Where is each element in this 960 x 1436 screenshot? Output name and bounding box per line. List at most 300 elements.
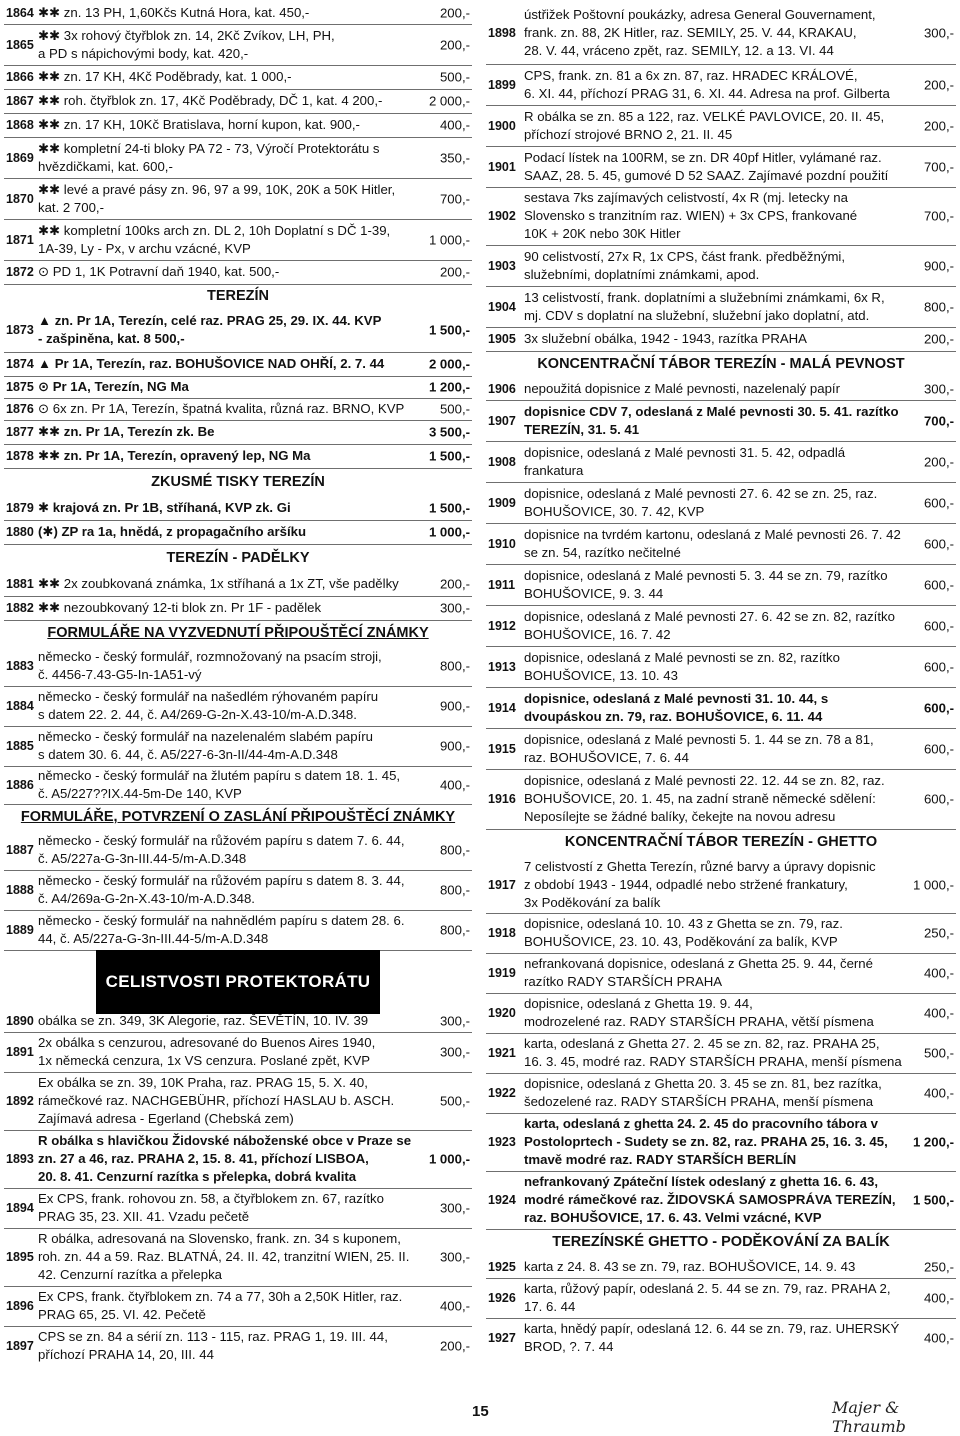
lot-number: 1907 xyxy=(488,413,516,428)
lot-row xyxy=(486,993,956,1034)
lot-description xyxy=(524,400,899,441)
lot-description-line: dopisnice, odeslaná z Malé pevnosti 27. 6. 42 se zn. 82, razítko xyxy=(524,608,895,624)
lot-description-line: 2x obálka s cenzurou, adresované do Buenos Aires 1940, xyxy=(38,1035,376,1050)
lot-number: 1920 xyxy=(488,1006,516,1020)
lot-description-line: dvoupáskou zn. 79, raz. BOHUŠOVICE, 6. 11. 44 xyxy=(524,708,823,724)
lot-description xyxy=(524,953,892,993)
lot-description xyxy=(524,245,892,286)
section-heading-text: FORMULÁŘE NA VYZVEDNUTÍ PŘIPOUŠTĚCÍ ZNÁMKY xyxy=(47,625,429,641)
lot-number: 1903 xyxy=(488,258,516,273)
lot-description-line: BOHUŠOVICE, 30. 7. 42, KVP xyxy=(524,503,705,519)
lot-description xyxy=(524,1113,892,1171)
section-heading xyxy=(4,544,472,572)
lot-description xyxy=(524,687,892,728)
lot-row xyxy=(4,646,472,687)
lot-description xyxy=(524,482,892,523)
lot-row xyxy=(486,64,956,106)
lot-row xyxy=(486,1278,956,1319)
lot-description xyxy=(524,1278,892,1318)
publisher-signature: Majer & Thraumb xyxy=(832,1398,906,1436)
lot-number: 1894 xyxy=(6,1201,34,1215)
section-heading-text: CELISTVOSTI PROTEKTORÁTU xyxy=(96,950,381,1014)
lot-price: 1 500,- xyxy=(428,448,470,464)
lot-price: 350,- xyxy=(439,150,470,165)
lot-number: 1925 xyxy=(488,1260,516,1274)
lot-number: 1921 xyxy=(488,1046,516,1060)
lot-number: 1926 xyxy=(488,1291,516,1305)
lot-description-line: dopisnice, odeslaná z Malé pevnosti 5. 1. 44 se zn. 78 a 81, xyxy=(524,731,874,747)
lot-number: 1911 xyxy=(488,577,516,592)
lot-description xyxy=(38,219,412,260)
lot-row xyxy=(4,910,472,951)
lot-row xyxy=(4,572,472,597)
lot-price: 250,- xyxy=(923,925,954,941)
lot-description-line: razítko RADY STARŠÍCH PRAHA xyxy=(524,974,723,989)
lot-description-line: nefrankovaná dopisnice, odeslaná z Ghetta 25. 9. 44, černé xyxy=(524,956,873,971)
lot-number: 1902 xyxy=(488,209,516,223)
lot-description-line: dopisnice, odeslaná z Malé pevnosti 22. 12. 44 se zn. 82, raz. xyxy=(524,773,885,788)
lot-description-line: ✱✱ zn. 17 KH, 10Kč Bratislava, horní kupon, kat. 900,- xyxy=(38,117,360,132)
lot-description-line: německo - český formulář na růžovém papíru s datem 7. 6. 44, xyxy=(38,833,405,848)
lot-number: 1869 xyxy=(6,150,34,165)
section-heading-text: KONCENTRAČNÍ TÁBOR TEREZÍN - MALÁ PEVNOST xyxy=(537,356,905,372)
lot-description-line: Podací lístek na 100RM, se zn. DR 40pf Hitler, vylámané raz. xyxy=(524,149,882,165)
lot-number: 1906 xyxy=(488,382,516,396)
lot-number: 1927 xyxy=(488,1331,516,1345)
lot-number: 1870 xyxy=(6,191,34,206)
lot-number: 1914 xyxy=(488,700,516,715)
lot-description-line: BOHUŠOVICE, 16. 7. 42 xyxy=(524,626,671,642)
lot-price: 500,- xyxy=(439,401,470,417)
lot-price: 200,- xyxy=(439,37,470,52)
lot-description xyxy=(524,856,892,913)
lot-description-line: CPS, frank. zn. 81 a 6x zn. 87, raz. HRADEC KRÁLOVÉ, xyxy=(524,67,858,83)
lot-description-line: německo - český formulář na nazelenalém slabém papíru xyxy=(38,729,373,744)
lot-description-line: ✱ krajová zn. Pr 1B, stříhaná, KVP zk. Gi xyxy=(38,500,291,515)
lot-description xyxy=(38,113,412,137)
lot-number: 1912 xyxy=(488,618,516,633)
lot-row xyxy=(4,260,472,285)
lot-description-line: ▲ zn. Pr 1A, Terezín, celé raz. PRAG 25, 29. IX. 44. KVP xyxy=(38,313,382,328)
lot-description-line: ▲ Pr 1A, Terezín, raz. BOHUŠOVICE NAD OHŘÍ, 2. 7. 44 xyxy=(38,356,385,371)
lot-description xyxy=(524,564,892,605)
lot-description-line: ⊙ PD 1, 1K Potravní daň 1940, kat. 500,- xyxy=(38,264,280,279)
lot-row xyxy=(4,1130,472,1189)
lot-description-line: 13 celistvostí, frank. doplatními a služebními známkami, 6x R, xyxy=(524,289,885,305)
lot-description xyxy=(524,1033,902,1073)
lot-number: 1878 xyxy=(6,449,34,463)
lot-description xyxy=(38,65,412,89)
lot-description-line: nefrankovaný Zpáteční lístek odeslaný z ghetta 16. 6. 43, xyxy=(524,1174,878,1189)
lot-description-line: německo - český formulář na našedlém rýhovaném papíru xyxy=(38,689,379,704)
lot-row xyxy=(486,286,956,328)
lot-row xyxy=(486,146,956,188)
lot-description-line: hvězdičkami, kat. 600,- xyxy=(38,158,173,174)
lot-row xyxy=(486,378,956,401)
lot-description-line: ✱✱ nezoubkovaný 12-ti blok zn. Pr 1F - padělek xyxy=(38,600,322,615)
lot-price: 1 000,- xyxy=(428,524,470,540)
lot-description xyxy=(524,2,892,64)
lot-description-line: ✱✱ 2x zoubkovaná známka, 1x stříhaná a 1x ZT, vše padělky xyxy=(38,576,399,591)
section-heading xyxy=(486,351,956,378)
lot-price: 900,- xyxy=(439,698,470,714)
lot-description-line: ✱✱ kompletní 100ks arch zn. DL 2, 10h Doplatní s DČ 1-39, xyxy=(38,222,391,238)
lot-description-line: frankatura xyxy=(524,462,584,478)
lot-description-line: 44, č. A5/227a-G-3n-III.44-5/m-A.D.348 xyxy=(38,931,269,946)
lot-description-line: mj. CDV s doplatní na služební, služební jako doplatní, atd. xyxy=(524,307,870,323)
lot-description xyxy=(524,728,892,769)
lot-price: 800,- xyxy=(439,882,470,898)
lot-row xyxy=(486,1171,956,1230)
lot-price: 800,- xyxy=(923,299,954,314)
lot-description xyxy=(524,993,892,1033)
lot-description-line: CPS se zn. 84 a sérií zn. 113 - 115, raz. PRAG 1, 19. III. 44, xyxy=(38,1329,388,1344)
lot-price: 800,- xyxy=(439,842,470,858)
lot-row xyxy=(4,1326,472,1366)
lot-description xyxy=(38,1032,412,1072)
lot-description xyxy=(38,24,412,65)
lot-number: 1918 xyxy=(488,926,516,940)
lot-price: 800,- xyxy=(439,658,470,674)
lot-row xyxy=(486,2,956,65)
lot-description-line: BROD, ?. 7. 44 xyxy=(524,1339,614,1354)
lot-description-line: Postoloprtech - Sudety se zn. 82, raz. PRAHA 25, 16. 3. 45, xyxy=(524,1134,888,1149)
section-heading xyxy=(4,620,472,646)
lot-description-line: německo - český formulář, rozmnožovaný na psacím stroji, xyxy=(38,649,382,664)
lot-description-line: 7 celistvostí z Ghetta Terezín, různé barvy a úpravy dopisnic xyxy=(524,858,876,874)
lot-description xyxy=(38,1286,412,1326)
lot-description-line: ✱✱ levé a pravé pásy zn. 96, 97 a 99, 10K, 20K a 50K Hitler, xyxy=(38,181,396,197)
lot-price: 400,- xyxy=(923,965,954,981)
lot-description xyxy=(38,496,412,520)
lot-description-line: sestava 7ks zajímavých celistvostí, 4x R (mj. letecky na xyxy=(524,190,848,205)
lot-description-line: s datem 30. 6. 44, č. A5/227-6-3n-II/44-4m-A.D.348 xyxy=(38,747,338,762)
lot-description xyxy=(38,420,412,444)
lot-description-line: ✱✱ 3x rohový čtyřblok zn. 14, 2Kč Zvíkov, LH, PH, xyxy=(38,27,335,43)
lot-description xyxy=(38,1072,412,1130)
lot-description-line: 1A-39, Ly - Px, v archu vzácné, KVP xyxy=(38,240,251,256)
lot-number: 1899 xyxy=(488,77,516,92)
lot-row xyxy=(4,308,472,353)
lot-price: 300,- xyxy=(923,25,954,41)
section-heading-text: TEREZÍN xyxy=(206,288,270,304)
lot-row xyxy=(4,520,472,545)
lot-price: 900,- xyxy=(439,738,470,754)
lot-row xyxy=(4,398,472,421)
lot-description xyxy=(524,105,892,146)
lot-price: 700,- xyxy=(923,413,954,428)
lot-description-line: kat. 2 700,- xyxy=(38,199,104,215)
lot-number: 1873 xyxy=(6,323,34,337)
lot-number: 1892 xyxy=(6,1094,34,1108)
lot-description xyxy=(524,769,892,829)
lot-description xyxy=(38,1010,412,1032)
lot-description-line: 20. 8. 41. Cenzurní razítka s přelepka, dobrá kvalita xyxy=(38,1169,357,1184)
lot-price: 200,- xyxy=(923,454,954,469)
lot-description-line: (✱) ZP ra 1a, hnědá, z propagačního aršíku xyxy=(38,524,307,539)
lot-description-line: ✱✱ zn. 17 KH, 4Kč Poděbrady, kat. 1 000,- xyxy=(38,69,292,84)
section-heading-text: TEREZÍN - PADĚLKY xyxy=(166,550,310,566)
lot-description xyxy=(524,646,892,687)
lot-number: 1877 xyxy=(6,425,34,439)
lot-description-line: modrozelené raz. RADY STARŠÍCH PRAHA, větší písmena xyxy=(524,1014,874,1029)
lot-row xyxy=(486,1033,956,1074)
lot-number: 1876 xyxy=(6,402,34,416)
lot-description xyxy=(524,146,892,187)
lot-price: 300,- xyxy=(439,1200,470,1216)
lot-description-line: a PD s nápichovými body, kat. 420,- xyxy=(38,45,249,61)
lot-description xyxy=(524,605,895,646)
lot-row xyxy=(486,1073,956,1114)
lot-description xyxy=(38,910,412,950)
lot-description-line: 1x německá cenzura, 1x VS cenzura. Poslané zpět, KVP xyxy=(38,1053,371,1068)
lot-price: 600,- xyxy=(923,700,954,715)
lot-number: 1882 xyxy=(6,601,34,615)
lot-description-line: R obálka, adresovaná na Slovensko, frank. zn. 34 s kuponem, xyxy=(38,1231,401,1246)
lot-row xyxy=(486,1113,956,1172)
lot-number: 1896 xyxy=(6,1299,34,1313)
lot-description xyxy=(524,1318,900,1358)
lot-description-line: roh. zn. 44 a 59. Raz. BLATNÁ, 24. II. 42, tranzitní WIEN, 25. II. xyxy=(38,1249,410,1264)
lot-description-line: rámečkové raz. NACHGEBÜHR, příchozí HASLAU b. ASCH. xyxy=(38,1093,395,1108)
lot-description xyxy=(524,1073,892,1113)
lot-price: 800,- xyxy=(439,922,470,938)
lot-description-line: dopisnice, odeslaná 10. 10. 43 z Ghetta se zn. 79, raz. xyxy=(524,916,843,931)
lot-price: 600,- xyxy=(923,495,954,510)
lot-price: 600,- xyxy=(923,618,954,633)
lot-row xyxy=(4,420,472,445)
lot-row xyxy=(4,65,472,90)
lot-description-line: 3x služební obálka, 1942 - 1943, razítka PRAHA xyxy=(524,331,807,346)
lot-description-line: raz. BOHUŠOVICE, 17. 6. 43. Velmi vzácné, KVP xyxy=(524,1210,822,1225)
lot-number: 1893 xyxy=(6,1152,34,1166)
lot-number: 1898 xyxy=(488,26,516,40)
lot-price: 700,- xyxy=(923,208,954,224)
lot-row xyxy=(486,913,956,954)
lot-price: 2 000,- xyxy=(428,93,470,109)
lot-description-line: ⊙ Pr 1A, Terezín, NG Ma xyxy=(38,379,189,394)
lot-row xyxy=(4,596,472,621)
lot-row xyxy=(4,89,472,114)
lot-number: 1884 xyxy=(6,699,34,713)
lot-description-line: 16. 3. 45, modré raz. RADY STARŠÍCH PRAHA, menší písmena xyxy=(524,1054,902,1069)
lot-description xyxy=(524,286,892,327)
lot-description-line: č. A4/269a-G-2n-X.43-10/m-A.D.348. xyxy=(38,891,255,906)
lot-number: 1890 xyxy=(6,1014,34,1028)
lot-description-line: dopisnice, odeslaná z Ghetta 19. 9. 44, xyxy=(524,996,753,1011)
lot-number: 1913 xyxy=(488,659,516,674)
lot-price: 200,- xyxy=(923,331,954,347)
lot-number: 1868 xyxy=(6,118,34,132)
lot-description xyxy=(38,308,412,352)
lot-description-line: šedozelené raz. RADY STARŠÍCH PRAHA, menší písmena xyxy=(524,1094,874,1109)
lot-row xyxy=(4,1228,472,1287)
lot-description xyxy=(38,646,412,686)
lot-description xyxy=(38,137,412,178)
lot-number: 1897 xyxy=(6,1339,34,1353)
lot-price: 500,- xyxy=(439,69,470,85)
lot-row xyxy=(4,1032,472,1073)
lot-description-line: dopisnice CDV 7, odeslaná z Malé pevnosti 30. 5. 41. razítko xyxy=(524,403,899,419)
section-heading-text: TEREZÍNSKÉ GHETTO - PODĚKOVÁNÍ ZA BALÍK xyxy=(552,1234,890,1250)
lot-price: 200,- xyxy=(439,1338,470,1354)
lot-row xyxy=(4,24,472,66)
lot-description xyxy=(38,1188,412,1228)
lot-description xyxy=(38,520,412,544)
lot-price: 600,- xyxy=(923,791,954,807)
lot-description-line: dopisnice, odeslaná z Ghetta 20. 3. 45 se zn. 81, bez razítka, xyxy=(524,1076,882,1091)
lot-price: 300,- xyxy=(439,1013,470,1029)
lot-row xyxy=(4,376,472,399)
lot-number: 1885 xyxy=(6,739,34,753)
lot-description xyxy=(524,1171,896,1229)
lot-description xyxy=(38,376,412,398)
lot-price: 1 200,- xyxy=(428,379,470,395)
lot-description-line: R obálka s hlavičkou Židovské náboženské obce v Praze se xyxy=(38,1133,412,1148)
lot-description-line: frank. zn. 88, 2K Hitler, raz. SEMILY, 25. V. 44, KRAKAU, xyxy=(524,25,857,40)
lot-row xyxy=(486,856,956,914)
lot-number: 1910 xyxy=(488,536,516,551)
lot-description xyxy=(38,2,412,24)
lot-price: 500,- xyxy=(439,1093,470,1109)
lot-row xyxy=(4,1072,472,1131)
lot-price: 400,- xyxy=(923,1005,954,1021)
lot-description-line: z období 1943 - 1944, odpadlé nebo stržené frankatury, xyxy=(524,876,848,892)
lot-description-line: PRAG 35, 23. XII. 41. Vzadu pečetě xyxy=(38,1209,250,1224)
lot-description-line: německo - český formulář na nahnědlém papíru s datem 28. 6. xyxy=(38,913,405,928)
lot-description-line: BOHUŠOVICE, 9. 3. 44 xyxy=(524,585,664,601)
lot-description-line: raz. BOHUŠOVICE, 7. 6. 44 xyxy=(524,749,689,765)
lot-description-line: BOHUŠOVICE, 13. 10. 43 xyxy=(524,667,678,683)
lot-price: 200,- xyxy=(923,118,954,133)
lot-description-line: TEREZÍN, 31. 5. 41 xyxy=(524,421,640,437)
lot-row xyxy=(486,769,956,830)
lot-price: 200,- xyxy=(439,264,470,280)
lot-row xyxy=(486,327,956,352)
section-heading xyxy=(486,1229,956,1256)
lot-price: 2 000,- xyxy=(428,356,470,372)
lot-price: 600,- xyxy=(923,659,954,674)
lot-description-line: 42. Cenzurní razítka a přelepka xyxy=(38,1267,222,1282)
lot-description-line: příchozí strojové BRNO 2, 21. II. 45 xyxy=(524,126,733,142)
lot-description xyxy=(38,260,412,284)
lot-row xyxy=(486,605,956,647)
lot-description-line: Slovensko s tranzitním raz. WIEN) + 3x CPS, frankované xyxy=(524,208,858,223)
lot-number: 1867 xyxy=(6,94,34,108)
lot-price: 1 200,- xyxy=(912,1134,954,1150)
lot-description-line: nepoužitá dopisnice z Malé pevnosti, nazelenalý papír xyxy=(524,381,840,396)
lot-price: 400,- xyxy=(439,1298,470,1314)
section-heading xyxy=(4,804,472,830)
lot-description-line: 17. 6. 44 xyxy=(524,1299,576,1314)
section-heading xyxy=(4,468,472,496)
lot-description-line: Neposílejte se žádné balíky, čekejte na novou adresu xyxy=(524,809,836,824)
lot-description-line: Ex CPS, frank. rohovou zn. 58, a čtyřblokem zn. 67, razítko xyxy=(38,1191,384,1206)
lot-description xyxy=(38,726,412,766)
lot-description xyxy=(38,686,412,726)
lot-number: 1905 xyxy=(488,332,516,346)
lot-description-line: R obálka se zn. 85 a 122, raz. VELKÉ PAVLOVICE, 20. II. 45, xyxy=(524,108,885,124)
lot-description-line: karta, odeslaná z ghetta 24. 2. 45 do pracovního tábora v xyxy=(524,1116,878,1131)
lot-description-line: č. A5/227??IX.44-5m-De 140, KVP xyxy=(38,786,242,801)
lot-row xyxy=(4,1188,472,1229)
lot-price: 1 500,- xyxy=(428,500,470,516)
lot-number: 1887 xyxy=(6,843,34,857)
section-heading xyxy=(4,284,472,308)
lot-description-line: ✱✱ zn. 13 PH, 1,60Kčs Kutná Hora, kat. 450,- xyxy=(38,5,310,20)
lot-price: 1 000,- xyxy=(428,232,470,247)
lot-number: 1917 xyxy=(488,877,516,892)
lot-price: 400,- xyxy=(439,777,470,793)
lot-description-line: ✱✱ zn. Pr 1A, Terezín, opravený lep, NG Ma xyxy=(38,448,311,463)
lot-number: 1880 xyxy=(6,525,34,539)
lot-row xyxy=(486,400,956,442)
lot-price: 200,- xyxy=(439,5,470,21)
lot-price: 200,- xyxy=(923,77,954,92)
lot-description-line: obálka se zn. 349, 3K Alegorie, raz. ŠEVĚTÍN, 10. IV. 39 xyxy=(38,1013,369,1028)
lot-row xyxy=(486,482,956,524)
lot-row xyxy=(486,1256,956,1279)
lot-description-line: modré rámečkové raz. ŽIDOVSKÁ SAMOSPRÁVA TEREZÍN, xyxy=(524,1192,896,1207)
lot-description xyxy=(524,64,892,105)
lot-description xyxy=(38,1228,412,1286)
lot-row xyxy=(4,1010,472,1033)
lot-row xyxy=(486,245,956,287)
lot-number: 1916 xyxy=(488,792,516,806)
lot-description xyxy=(38,178,412,219)
lot-description xyxy=(524,441,892,482)
lot-description xyxy=(38,870,412,910)
lot-description-line: s datem 22. 2. 44, č. A4/269-G-2n-X.43-10/m-A.D.348. xyxy=(38,707,357,722)
lot-price: 500,- xyxy=(923,1045,954,1061)
lot-row xyxy=(4,686,472,727)
lot-row xyxy=(4,444,472,469)
lot-description-line: karta, růžový papír, odeslaná 2. 5. 44 se zn. 79, raz. PRAHA 2, xyxy=(524,1281,891,1296)
lot-description-line: se zn. 54, razítko nečitelné xyxy=(524,544,681,560)
lot-description xyxy=(524,187,892,245)
lot-number: 1904 xyxy=(488,299,516,314)
lot-description xyxy=(524,523,901,564)
lot-number: 1901 xyxy=(488,159,516,174)
lot-row xyxy=(4,1286,472,1327)
lot-row xyxy=(486,687,956,729)
lot-description-line: dopisnice, odeslaná z Malé pevnosti se zn. 82, razítko xyxy=(524,649,840,665)
lot-description xyxy=(38,766,412,804)
lot-number: 1886 xyxy=(6,778,34,792)
lot-row xyxy=(4,137,472,179)
lot-description-line: 6. XI. 44, příchozí PRAG 31, 6. XI. 44. Adresa na prof. Gilberta xyxy=(524,85,890,101)
lot-row xyxy=(486,1318,956,1358)
lot-number: 1922 xyxy=(488,1086,516,1100)
lot-description-line: německo - český formulář na růžovém papíru s datem 8. 3. 44, xyxy=(38,873,405,888)
lot-number: 1909 xyxy=(488,495,516,510)
lot-row xyxy=(4,830,472,871)
lot-row xyxy=(4,870,472,911)
lot-number: 1874 xyxy=(6,357,34,371)
lot-number: 1891 xyxy=(6,1045,34,1059)
lot-price: 250,- xyxy=(923,1259,954,1275)
lot-row xyxy=(486,728,956,770)
lot-price: 300,- xyxy=(923,381,954,397)
lot-description-line: dopisnice, odeslaná z Malé pevnosti 31. 10. 44, s xyxy=(524,690,829,706)
lot-description-line: Ex obálka se zn. 39, 10K Praha, raz. PRAG 15, 5. X. 40, xyxy=(38,1075,368,1090)
lot-number: 1908 xyxy=(488,454,516,469)
lot-row xyxy=(4,496,472,521)
lot-description-line: - zašpiněna, kat. 8 500,- xyxy=(38,331,185,346)
lot-description-line: Zajímavá adresa - Egerland (Chebská zem) xyxy=(38,1111,294,1126)
lot-number: 1879 xyxy=(6,501,34,515)
lot-description-line: č. 4456-7.43-G5-In-1A51-vý xyxy=(38,667,202,682)
